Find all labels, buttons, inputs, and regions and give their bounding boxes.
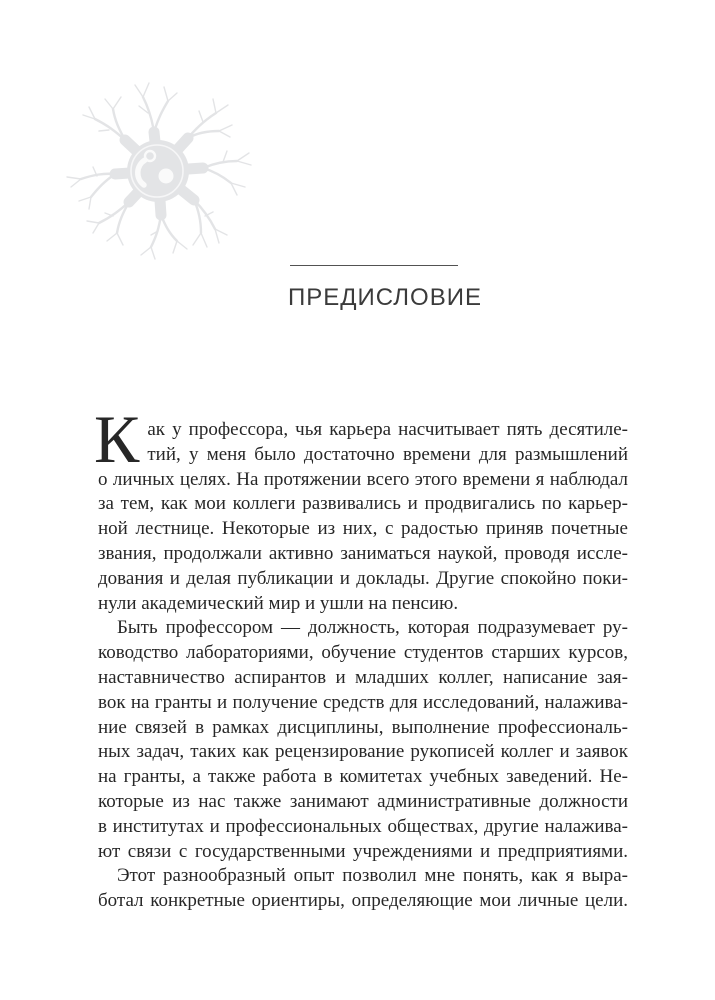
text-line: Быть профессором — должность, которая подразумевает ру- [117, 617, 628, 639]
text-line: которые из нас также занимают административные должности [98, 790, 628, 812]
text-line: ной лестнице. Некоторые из них, с радостью приняв почетные [98, 518, 628, 540]
text-line: тий, у меня было достаточно времени для размышлений [147, 443, 628, 465]
text-line: ботал конкретные ориентиры, определяющие мои личные цели. [98, 890, 628, 912]
text-line: звания, продолжали активно заниматься наукой, проводя иссле- [98, 542, 628, 564]
text-line: наставничество аспирантов и младших коллег, написание зая- [98, 666, 628, 688]
text-line: ак у профессора, чья карьера насчитывает пять десятиле- [147, 419, 628, 440]
heading-rule [290, 265, 458, 266]
text-line: за тем, как мои коллеги развивались и продвигались по карьер- [98, 493, 628, 515]
text-line: нули академический мир и ушли на пенсию. [98, 592, 459, 614]
text-line: на гранты, а также работа в комитетах учебных заведений. Не- [98, 766, 628, 788]
body-text [94, 401, 628, 914]
text-line: ководство лабораториями, обучение студентов старших курсов, [98, 642, 628, 664]
text-line: ние связей в рамках дисциплины, выполнение профессиональ- [98, 716, 628, 738]
neuron-illustration [55, 75, 267, 265]
text-line: вок на гранты и получение средств для исследований, налажива- [98, 691, 628, 713]
neuron-nucleolus [159, 169, 174, 184]
text-line: ют связи с государственными учреждениями и предприятиями. [98, 840, 628, 862]
chapter-heading: ПРЕДИСЛОВИЕ [288, 284, 482, 311]
text-line: ных задач, таких как рецензирование рукописей коллег и заявок [98, 741, 628, 763]
text-line: дования и делая публикации и доклады. Другие спокойно поки- [98, 567, 628, 589]
text-line: в институтах и профессиональных обществах, другие налажива- [98, 815, 628, 837]
text-line: Этот разнообразный опыт позволил мне понять, как я выра- [117, 865, 628, 887]
text-line: о личных целях. На протяжении всего этого времени я наблюдал [98, 468, 628, 490]
dropcap-letter: К [94, 401, 140, 477]
